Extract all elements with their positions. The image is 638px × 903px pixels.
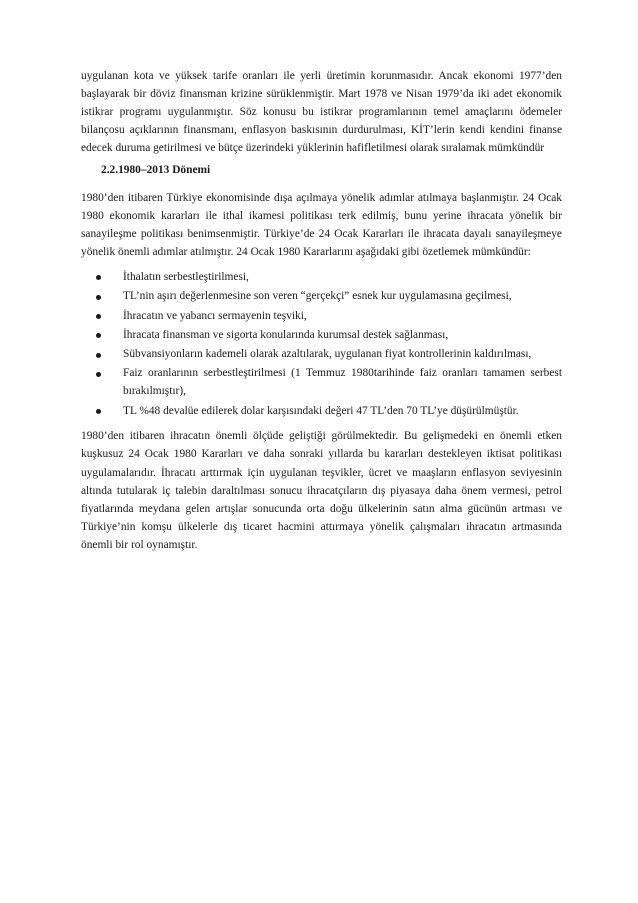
bullet-icon xyxy=(96,353,101,358)
bullet-icon xyxy=(96,372,101,377)
list-item-text: Faiz oranlarının serbestleştirilmesi (1 Temmuz 1980tarihinde faiz oranları tamamen serbest bırakılmıştır), xyxy=(123,367,562,398)
list-item-text: İthalatın serbestleştirilmesi, xyxy=(123,270,249,283)
closing-paragraph: 1980’den itibaren ihracatın önemli ölçüde geliştiği görülmektedir. Bu gelişmedeki en önemli etken kuşkusuz 24 Ocak 1980 Kararları ve daha sonraki yıllarda bu kararları destekleyen iktisat politikası uygulamalarıdır. İhracatı arttırmak için uygulanan teşvikler, ücret ve maaşların enflasyon seviyesinin altında tutularak iç talebin daraltılması sonucu ihracatçıların dış piyasaya daha önem vermesi, petrol fiyatlarında meydana gelen artışlar sonucunda orta doğu ülkelerinin satın alma gücünün artması ve Türkiye’nin komşu ülkelerle dış ticaret hacmini attırmaya yönelik çalışmaları ihracatın artmasında önemli bir rol oynamıştır. xyxy=(81,430,562,551)
list-item xyxy=(81,346,562,364)
list-item-text: TL’nin aşırı değerlenmesine son veren “gerçekçi” esnek kur uygulamasına geçilmesi, xyxy=(123,290,512,303)
list-item xyxy=(81,288,562,306)
bullet-icon xyxy=(96,409,101,414)
list-item-text: İhracatın ve yabancı sermayenin teşviki, xyxy=(123,309,307,322)
document-page xyxy=(81,67,562,554)
list-item xyxy=(81,365,562,401)
bullet-icon xyxy=(96,333,101,338)
list-item xyxy=(81,403,562,421)
list-item xyxy=(81,308,562,326)
bullet-icon xyxy=(96,314,101,319)
list-item-text: İhracata finansman ve sigorta konularında kurumsal destek sağlanması, xyxy=(123,328,449,341)
list-item-text: Sübvansiyonların kademeli olarak azaltılarak, uygulanan fiyat kontrollerinin kaldırılması, xyxy=(123,348,532,361)
section-heading: 2.2.1980–2013 Dönemi xyxy=(101,164,211,177)
list-item-text: TL %48 devalüe edilerek dolar karşısındaki değeri 47 TL’den 70 TL’ye düşürülmüştür. xyxy=(123,404,519,417)
section-paragraph: 1980’den itibaren Türkiye ekonomisinde dışa açılmaya yönelik adımlar atılmaya başlanmıştır. 24 Ocak 1980 ekonomik kararları ile ithal ikamesi politikası terk edilmiş, bunu yerine ihracata yönelik bir sanayileşme politikası benimsenmiştir. Türkiye’de 24 Ocak Kararları ile ihracata dayalı sanayileşmeye yönelik önemli adımlar atılmıştır. 24 Ocak 1980 Kararlarını aşağıdaki gibi özetlemek mümkündür: xyxy=(81,191,562,258)
intro-paragraph: uygulanan kota ve yüksek tarife oranları ile yerli üretimin korunmasıdır. Ancak ekonomi 1977’den başlayarak bir döviz finansman krizine sürüklenmiştir. Mart 1978 ve Nisan 1979’da iki adet ekonomik istikrar programı uygulanmıştır. Söz konusu bu istikrar programlarının temel amaçlarını ödemeler bilançosu açıklarının finansmanı, enflasyon baskısının durdurulması, KİT’lerin kendi kendini finanse edecek duruma getirilmesi ve bütçe üzerindeki yüklerinin hafifletilmesi olarak sıralamak mümkündür xyxy=(81,70,562,155)
bullet-icon xyxy=(96,275,101,280)
bullet-icon xyxy=(96,295,101,300)
list-item xyxy=(81,327,562,345)
decision-list xyxy=(81,269,562,420)
list-item xyxy=(81,269,562,287)
